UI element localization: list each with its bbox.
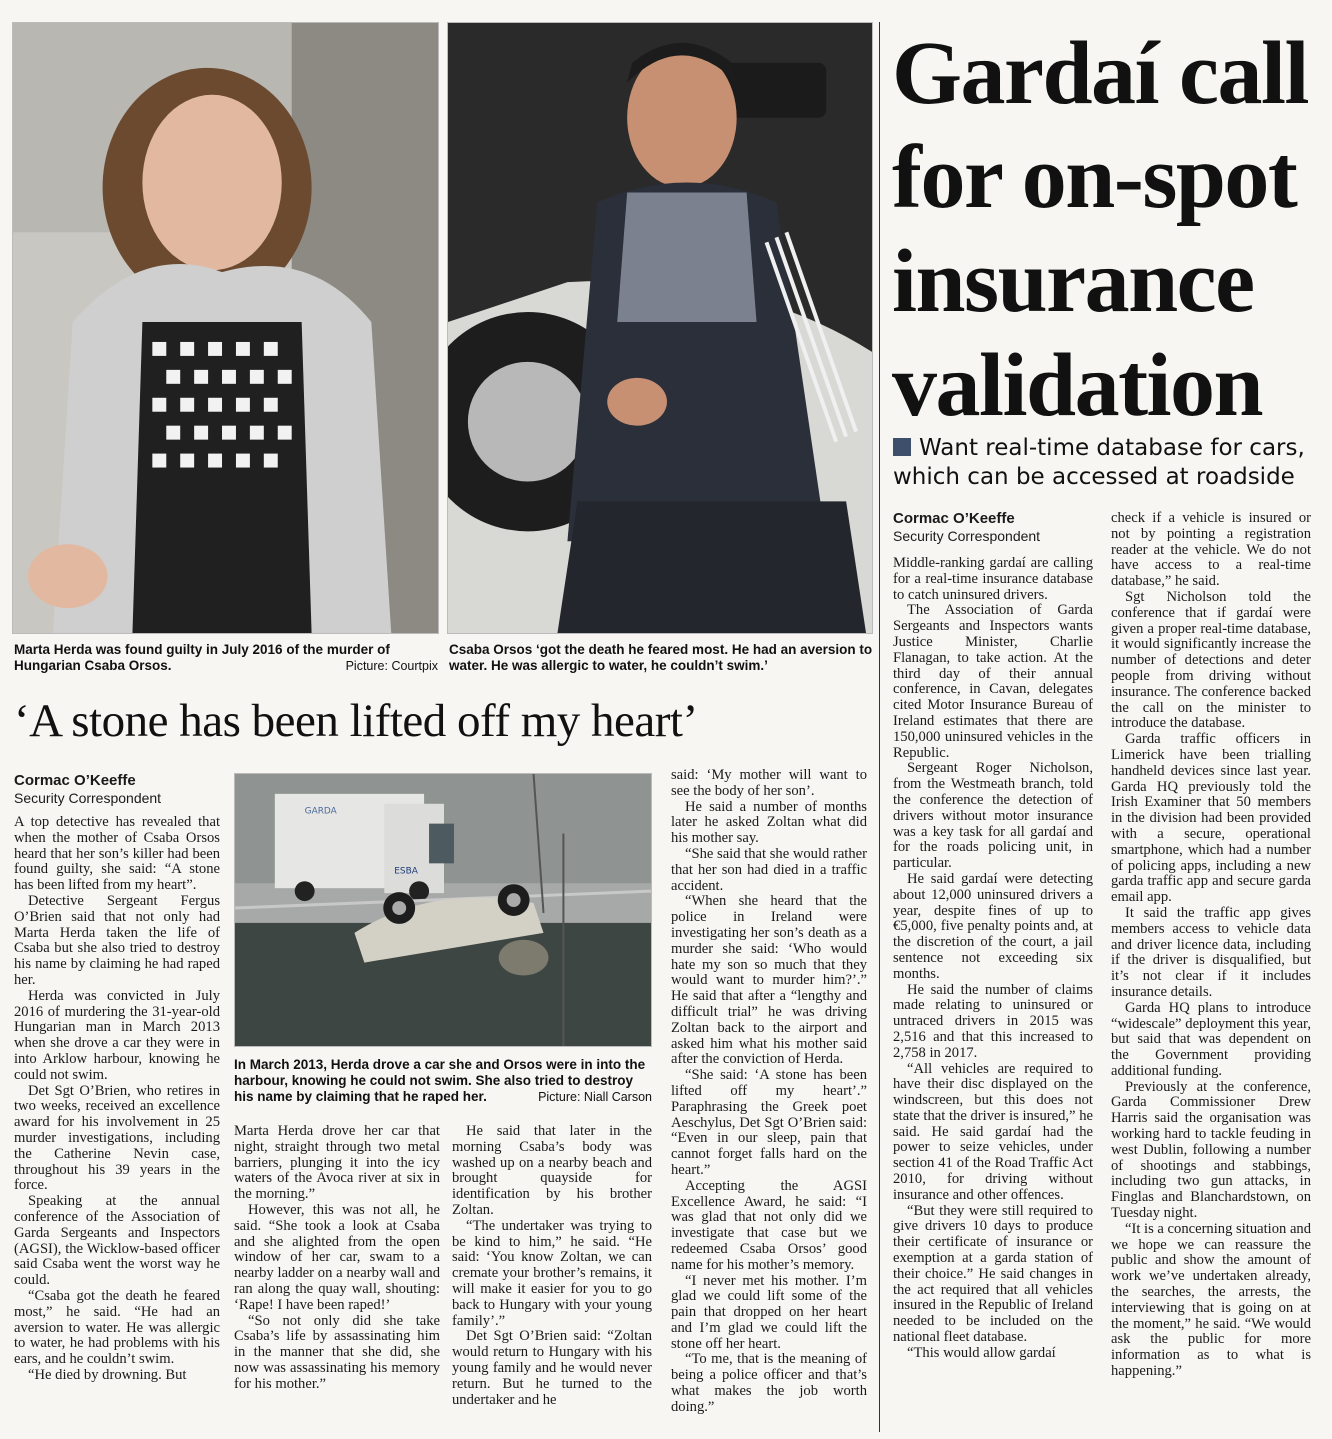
paragraph: Garda traffic officers in Limerick have been trialling handheld devices since last year. Garda HQ previously told the Irish Examiner that 50 members in the division had been provided with a secure, operational smartphone, which had a number of policing apps, including a new garda traffic app and secure garda email app. <box>1111 731 1311 906</box>
paragraph: He said that later in the morning Csaba’s body was washed up on a nearby beach and brought quayside for identification by his brother Zoltan. <box>452 1124 652 1218</box>
photo-harbour-car <box>234 773 652 1047</box>
paragraph: “He died by drowning. But <box>28 1366 187 1383</box>
paragraph: “The undertaker was trying to be kind to him,” he said. “He said: ‘You know Zoltan, we can cremate your brother’s remains, it will make it easier for you to go back to Hungary with your young family’.” <box>452 1217 652 1329</box>
paragraph: However, this was not all, he said. “She took a look at Csaba and she alighted from the open window of her car, swam to a nearby ladder on a nearby wall and ran along the quay wall, shouting: ‘Rape! I have been raped!’ <box>234 1201 440 1313</box>
photo1-caption: Marta Herda was found guilty in July 2016 of the murder of Hungarian Csaba Orsos. Picture: Courtpix <box>14 642 438 673</box>
truck-text-garda: GARDA <box>304 806 337 817</box>
bullet-square-icon <box>893 438 911 456</box>
column-divider <box>879 22 880 1432</box>
paragraph: “This would allow gardaí <box>907 1344 1056 1361</box>
paragraph: “All vehicles are required to have their disc displayed on the windscreen, but this does not state that the driver is insured,” he said. He said gardaí had the power to seize vehicles, under section 41 of the Road Traffic Act 2010, for driving without insurance and other offences. <box>893 1060 1093 1203</box>
standfirst <box>893 434 1323 492</box>
author-name: Cormac O’Keeffe <box>893 510 1015 527</box>
headline-line: validation <box>892 336 1263 435</box>
main-headline <box>892 22 1322 438</box>
paragraph: “She said that she would rather that her son had died in a traffic accident. <box>671 845 867 894</box>
paragraph: “Csaba got the death he feared most,” he said. “He had an aversion to water. He was allergic to water, he had problems with his ears, and he couldn’t swim. <box>14 1287 220 1368</box>
photo-csaba-orsos <box>447 22 873 634</box>
headline-line: insurance <box>892 232 1254 331</box>
standfirst-line: Want real-time database for cars, <box>919 435 1305 461</box>
headline-line: for on-spot <box>892 128 1297 227</box>
paragraph: He said gardaí were detecting about 12,000 uninsured drivers a year, despite fines of up to €5,000, five penalty points and, at the discretion of the court, a jail sentence not exceeding six months. <box>893 870 1093 982</box>
paragraph: “It is a concerning situation and we hope we can reassure the public and show the amount of work we’ve undertaken already, the searches, the arrests, the interviewing that is going on at the moment,” he said. “We would ask the public for more information as to what is happening.” <box>1111 1220 1311 1380</box>
second-story-byline <box>14 772 161 807</box>
headline-line: Gardaí call <box>892 24 1308 123</box>
paragraph: “I never met his mother. I’m glad we could lift some of the pain that dropped on her heart and I’m glad we could lift the stone off her heart. <box>671 1272 867 1352</box>
truck-text-esba: ESBA <box>394 866 418 877</box>
paragraph: “When she heard that the police in Ireland were investigating her son’s death as a murder she said: ‘Who would hate my son so much that they would want to murder him?’.” He said that after a “lengthy and difficult trial” he was driving Zoltan back to the airport and asked him what his mother said after the conviction of Herda. <box>671 893 867 1068</box>
paragraph: check if a vehicle is insured or not by pointing a registration reader at the vehicle. We do not have access to a real-time database,” he said. <box>1111 511 1311 590</box>
paragraph: Garda HQ plans to introduce “widescale” deployment this year, but said that was dependent on the Government providing additional funding. <box>1111 999 1311 1079</box>
paragraph: “So not only did she take Csaba’s life by assassinating him in the manner that she did, she now was assassinating his memory for his mother.” <box>234 1312 440 1392</box>
paragraph: Det Sgt O’Brien, who retires in two weeks, received an excellence award for his involvement in 25 murder investigations, including the Catherine Nevin case, throughout his 39 years in the force. <box>14 1082 220 1194</box>
paragraph: He said the number of claims made relating to uninsured or untraced drivers in 2015 was 2,516 and that this increased to 2,758 in 2017. <box>893 981 1093 1061</box>
photo1-credit: Picture: Courtpix <box>345 659 438 673</box>
author-role: Security Correspondent <box>14 790 162 806</box>
paragraph: Previously at the conference, Garda Commissioner Drew Harris said the organisation was working hard to tackle feuding in west Dublin, following a number of shootings and stabbings, including two gun attacks, in Finglas and Blanchardstown, on Tuesday night. <box>1111 1078 1311 1222</box>
second-story-col3 <box>452 1124 652 1431</box>
photo-marta-herda <box>12 22 439 634</box>
photo3-caption: In March 2013, Herda drove a car she and Orsos were in into the harbour, knowing he could not swim. She also tried to destroy his name by claiming that he raped her. Picture: Niall Carson <box>234 1057 652 1104</box>
second-story-headline: ‘A stone has been lifted off my heart’ <box>14 695 698 747</box>
second-story-col4 <box>671 768 867 1431</box>
main-story-col1 <box>893 556 1093 1432</box>
paragraph: “But they were still required to give drivers 10 days to produce their certificate of insurance or exemption at a garda station of their choice.” He said changes in the act required that all vehicles insured in the Republic of Ireland needed to be included on the national fleet database. <box>893 1202 1093 1346</box>
paragraph: Det Sgt O’Brien said: “Zoltan would return to Hungary with his young family and he would never return. But he turned to the undertaker and he <box>452 1328 652 1408</box>
paragraph: said: ‘My mother will want to see the body of her son’. <box>671 768 867 799</box>
paragraph: “She said: ‘A stone has been lifted off my heart’.” Paraphrasing the Greek poet Aeschylus, Det Sgt O’Brien said: “Even in our sleep, pain that cannot forget falls hard on the heart.” <box>671 1067 867 1178</box>
second-story-col1 <box>14 815 220 1431</box>
paragraph: A top detective has revealed that when the mother of Csaba Orsos heard that her son’s killer had been found guilty, she said: “A stone has been lifted from my heart”. <box>14 815 220 894</box>
author-name: Cormac O’Keeffe <box>14 772 136 789</box>
paragraph: Detective Sergeant Fergus O’Brien said that not only had Marta Herda taken the life of Csaba but she also tried to destroy his name by claiming he had raped her. <box>14 892 220 988</box>
photo3-credit: Picture: Niall Carson <box>538 1090 652 1104</box>
paragraph: Speaking at the annual conference of the Association of Garda Sergeants and Inspectors (AGSI), the Wicklow-based officer said Csaba went the worst way he could. <box>14 1193 220 1289</box>
main-byline <box>893 510 1040 545</box>
second-story-col2 <box>234 1124 440 1431</box>
paragraph: Herda was convicted in July 2016 of murdering the 31-year-old Hungarian man in March 2013 when she drove a car they were in into Arklow harbour, knowing he could not swim. <box>14 987 220 1083</box>
main-story-col2 <box>1111 511 1311 1432</box>
paragraph: Middle-ranking gardaí are calling for a real-time insurance database to catch uninsured drivers. <box>893 556 1093 603</box>
paragraph: The Association of Garda Sergeants and Inspectors wants Justice Minister, Charlie Flanagan, to take action. At the third day of their annual conference, in Cavan, delegates cited Motor Insurance Bureau of Ireland estimates that there are 150,000 uninsured vehicles in the Republic. <box>893 602 1093 761</box>
author-role: Security Correspondent <box>893 528 1041 544</box>
paragraph: Marta Herda drove her car that night, straight through two metal barriers, plunging it into the icy waters of the Avoca river at six in the morning.” <box>234 1124 440 1203</box>
photo2-caption: Csaba Orsos ‘got the death he feared most. He had an aversion to water. He was allergic to water, he couldn’t swim.’ <box>449 642 873 673</box>
paragraph: It said the traffic app gives members access to vehicle data and driver licence data, including if the driver is disqualified, but it’s not clear if it includes insurance details. <box>1111 904 1311 1000</box>
paragraph: Sergeant Roger Nicholson, from the Westmeath branch, told the conference the detection of drivers without motor insurance was a key task for all gardaí and for the roads policing unit, in particular. <box>893 760 1093 872</box>
paragraph: Accepting the AGSI Excellence Award, he said: “I was glad that not only did we investigate that case but we redeemed Csaba Orsos’ good name for his mother’s memory. <box>671 1177 867 1273</box>
paragraph: Sgt Nicholson told the conference that if gardaí were given a proper real-time database, it would significantly increase the number of detections and deter people from driving without insurance. The conference backed the call on the minister to introduce the database. <box>1111 588 1311 732</box>
paragraph: He said a number of months later he asked Zoltan what did his mother say. <box>671 798 867 847</box>
standfirst-line: which can be accessed at roadside <box>893 464 1295 490</box>
paragraph: “To me, that is the meaning of being a police officer and that’s what makes the job worth doing.” <box>671 1351 867 1415</box>
